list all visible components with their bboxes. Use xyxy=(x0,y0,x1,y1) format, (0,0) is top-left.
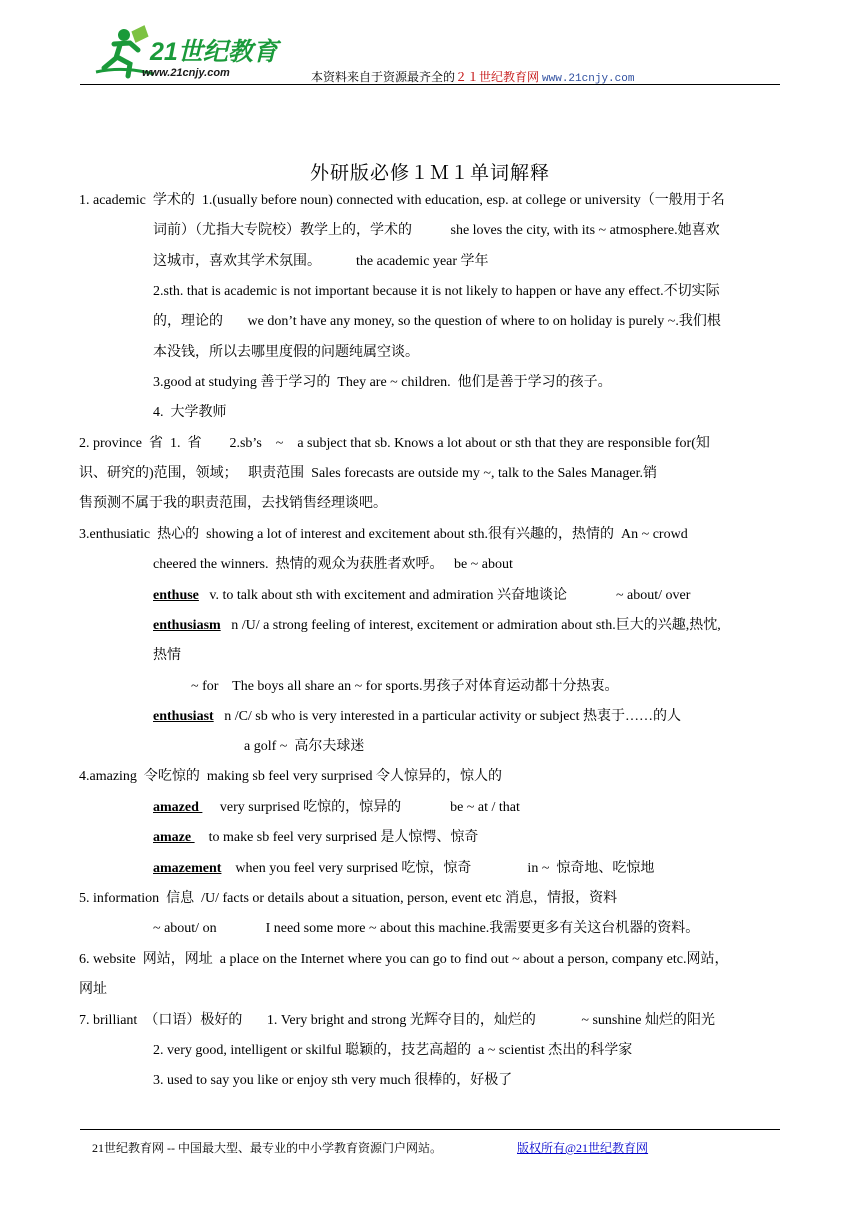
entry-line xyxy=(153,374,612,392)
line-text: 4. 大学教师 xyxy=(153,405,227,420)
line-text: 7. brilliant （口语）极好的 1. Very bright and strong 光辉夺目的，灿烂的 ~ sunshine 灿烂的阳光 xyxy=(79,1013,715,1028)
entry-line xyxy=(153,829,478,847)
keyword-amazement: amazement xyxy=(153,861,222,876)
line-text: 售预测不属于我的职责范围，去找销售经理谈吧。 xyxy=(79,496,387,511)
logo-text: 21世纪教育 xyxy=(150,38,278,66)
entry-line xyxy=(79,1012,715,1030)
keyword-enthusiast: enthusiast xyxy=(153,709,214,724)
header-note-url[interactable]: www.21cnjy.com xyxy=(542,73,635,85)
entry-line xyxy=(79,981,107,999)
line-text: 这城市，喜欢其学术氛围。 the academic year 学年 xyxy=(153,254,489,269)
line-text: when you feel very surprised 吃惊，惊奇 in ~ 惊奇地、吃惊地 xyxy=(235,861,655,876)
line-text: 5. information 信息 /U/ facts or details about a situation, person, event etc 消息，情报，资料 xyxy=(79,891,618,906)
entry-line xyxy=(153,587,690,605)
entry-line xyxy=(79,495,387,513)
line-text: ~ for The boys all share an ~ for sports.男孩子对体育运动都十分热衷。 xyxy=(191,679,619,694)
line-text: n /U/ a strong feeling of interest, excitement or admiration about sth.巨大的兴趣,热忱, xyxy=(231,618,721,633)
entry-line xyxy=(153,860,654,878)
line-text: very surprised 吃惊的，惊异的 be ~ at / that xyxy=(219,800,520,815)
keyword-enthuse: enthuse xyxy=(153,588,199,603)
line-text: to make sb feel very surprised 是人惊愕、惊奇 xyxy=(208,830,479,845)
line-text: 1. academic 学术的 1.(usually before noun) connected with education, esp. at college or university（一般用于名 xyxy=(79,193,725,208)
header-note xyxy=(311,68,634,85)
header-divider xyxy=(80,84,780,85)
line-text: 2. province 省 1. 省 2.sb’s ~ a subject that sb. Knows a lot about or sth that they are responsible for(知 xyxy=(79,436,710,451)
entry-line xyxy=(79,435,710,453)
line-text: 6. website 网站，网址 a place on the Internet where you can go to find out ~ about a person, company etc.网站， xyxy=(79,952,729,967)
logo-url: www.21cnjy.com xyxy=(142,67,230,79)
line-text: 3. used to say you like or enjoy sth very much 很棒的，好极了 xyxy=(153,1073,513,1088)
line-text: 本没钱，所以去哪里度假的问题纯属空谈。 xyxy=(153,345,419,360)
line-text: 4.amazing 令吃惊的 making sb feel very surprised 令人惊异的，惊人的 xyxy=(79,769,503,784)
entry-line xyxy=(79,768,502,786)
keyword-amazed: amazed xyxy=(153,800,203,815)
line-text: 词前）（尤指大专院校）教学上的，学术的 she loves the city, with its ~ atmosphere.她喜欢 xyxy=(153,223,720,238)
line-text: 3.good at studying 善于学习的 They are ~ children. 他们是善于学习的孩子。 xyxy=(153,375,612,390)
entry-line xyxy=(153,283,720,301)
line-text: n /C/ sb who is very interested in a particular activity or subject 热衷于……的人 xyxy=(224,709,682,724)
entry-line xyxy=(153,708,681,726)
entry-line xyxy=(153,404,227,422)
entry-line xyxy=(153,313,721,331)
entry-line xyxy=(79,526,688,544)
entry-line xyxy=(153,1072,512,1090)
page-title: 外研版必修１Ｍ１单词解释 xyxy=(309,163,550,184)
entry-line xyxy=(191,678,618,696)
entry-line xyxy=(153,920,699,938)
line-text: 3.enthusiatic 热心的 showing a lot of interest and excitement about sth.很有兴趣的，热情的 An ~ crowd xyxy=(79,527,688,542)
entry-line xyxy=(79,192,725,210)
footer-text: 21世纪教育网 -- 中国最大型、最专业的中小学教育资源门户网站。 xyxy=(92,1141,442,1155)
entry-line xyxy=(153,253,489,271)
line-text: 识、研究的)范围，领域； 职责范围 Sales forecasts are outside my ~, talk to the Sales Manager.销 xyxy=(79,466,657,481)
line-text: 2. very good, intelligent or skilful 聪颖的，技艺高超的 a ~ scientist 杰出的科学家 xyxy=(153,1043,633,1058)
line-text: ~ about/ on I need some more ~ about this machine.我需要更多有关这台机器的资料。 xyxy=(153,921,700,936)
line-text: 2.sth. that is academic is not important because it is not likely to happen or have any effect.不切实际 xyxy=(153,284,720,299)
entry-line xyxy=(244,738,364,756)
entry-line xyxy=(153,344,419,362)
entry-line xyxy=(79,890,617,908)
entry-line xyxy=(153,1042,632,1060)
entry-line xyxy=(153,556,513,574)
entry-line xyxy=(153,617,721,635)
entry-line xyxy=(153,799,520,817)
entry-line xyxy=(79,951,728,969)
entry-line xyxy=(153,222,720,240)
line-text: 的，理论的 we don’t have any money, so the question of where to on holiday is purely ~.我们根 xyxy=(153,314,721,329)
line-text: a golf ~ 高尔夫球迷 xyxy=(244,739,365,754)
line-text: cheered the winners. 热情的观众为获胜者欢呼。 be ~ about xyxy=(153,557,513,572)
site-logo xyxy=(84,24,284,84)
keyword-amaze: amaze xyxy=(153,830,195,845)
line-text: 热情 xyxy=(153,648,181,663)
header-note-prefix: 本资料来自于资源最齐全的 xyxy=(311,70,456,84)
entry-line xyxy=(153,647,181,665)
keyword-enthusiasm: enthusiasm xyxy=(153,618,221,633)
copyright-link[interactable]: 版权所有@21世纪教育网 xyxy=(517,1141,649,1155)
footer-divider xyxy=(80,1129,780,1130)
line-text: 网址 xyxy=(79,982,107,997)
entry-line xyxy=(79,465,657,483)
header-note-brand: ２１世纪教育网 xyxy=(455,70,540,84)
line-text: v. to talk about sth with excitement and admiration 兴奋地谈论 ~ about/ over xyxy=(209,588,691,603)
